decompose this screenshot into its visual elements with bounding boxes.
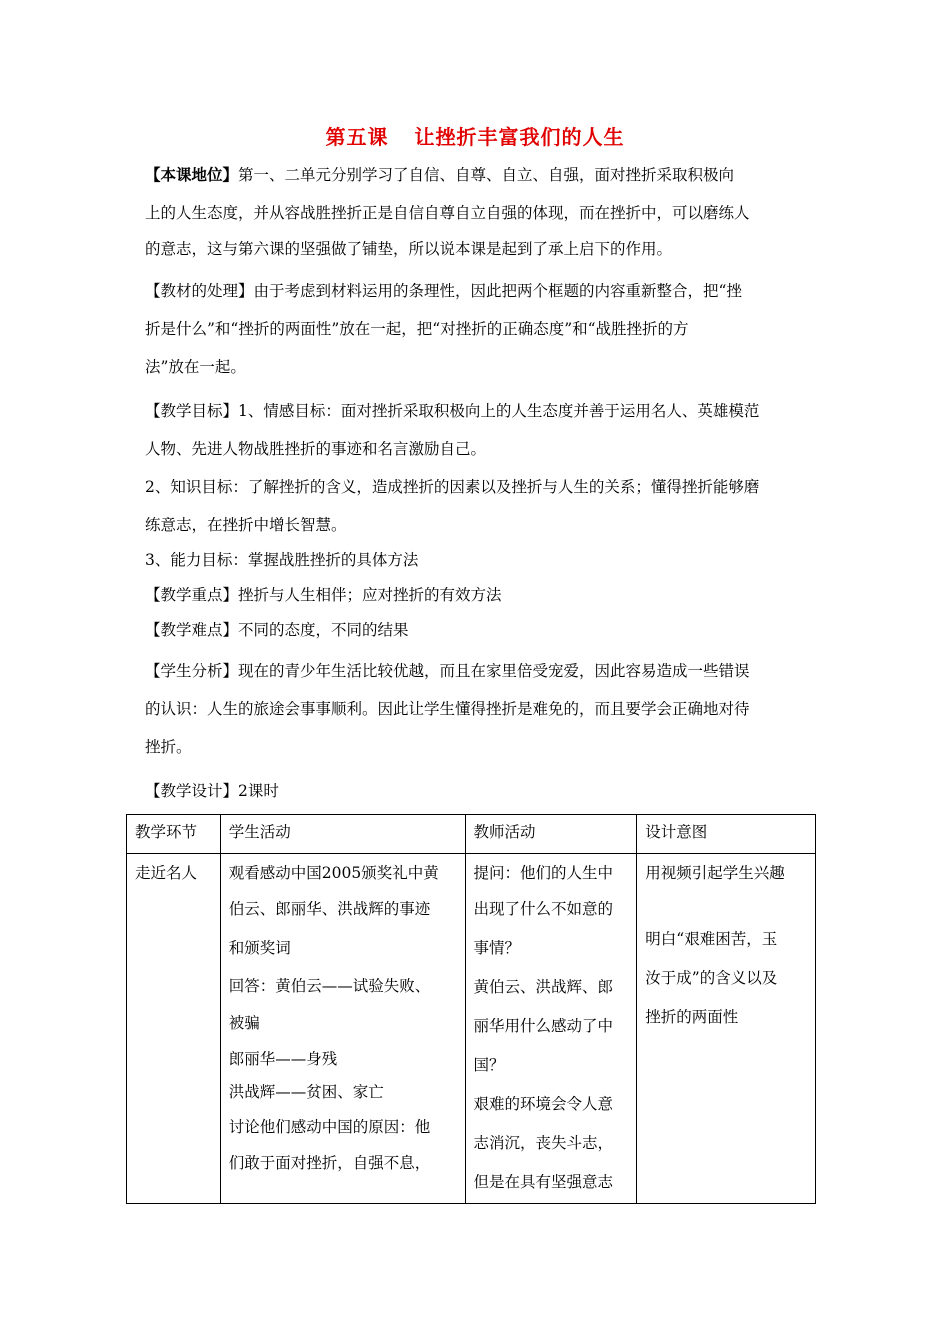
section-design-label xyxy=(145,773,813,809)
text-line: 人物、先进人物战胜挫折的事迹和名言激励自己。 xyxy=(145,440,487,458)
cell-line: 观看感动中国2005颁奖礼中黄 xyxy=(228,864,439,882)
table-header-cell: 教学环节 xyxy=(127,815,221,854)
text-line: 【教材的处理】由于考虑到材料运用的条理性，因此把两个框题的内容重新整合，把“挫 xyxy=(145,282,742,300)
section-label: 【本课地位】 xyxy=(145,165,239,184)
table-header-row xyxy=(127,815,816,854)
cell-line: 和颁奖词 xyxy=(228,939,291,957)
cell-line: 明白“艰难困苦，玉 xyxy=(645,930,778,948)
text-line: 练意志，在挫折中增长智慧。 xyxy=(145,516,347,534)
table-cell-stage: 走近名人 xyxy=(135,864,198,882)
title-lesson-name: 让挫折丰富我们的人生 xyxy=(414,125,625,149)
text-line: 【教学设计】2课时 xyxy=(145,782,279,800)
text-line: 上的人生态度，并从容战胜挫折正是自信自尊自立自强的体现，而在挫折中，可以磨练人 xyxy=(145,204,750,222)
text-line: 【教学难点】不同的态度，不同的结果 xyxy=(145,621,409,639)
table-header-cell: 设计意图 xyxy=(637,815,816,854)
text-line: 【学生分析】现在的青少年生活比较优越，而且在家里倍受宠爱，因此容易造成一些错误 xyxy=(145,662,750,680)
text-line: 【教学目标】1、情感目标：面对挫折采取积极向上的人生态度并善于运用名人、英雄模范 xyxy=(145,402,760,420)
text-line: 【教学重点】挫折与人生相伴；应对挫折的有效方法 xyxy=(145,586,502,604)
cell-line: 志消沉，丧失斗志， xyxy=(473,1134,614,1152)
text-line: 3、能力目标：掌握战胜挫折的具体方法 xyxy=(145,551,419,569)
cell-line: 丽华用什么感动了中 xyxy=(473,1017,614,1035)
cell-line: 但是在具有坚强意志 xyxy=(473,1173,614,1191)
cell-line: 汝于成”的含义以及 xyxy=(645,969,778,987)
table-cell-student xyxy=(229,856,457,1181)
text-line: 2、知识目标：了解挫折的含义，造成挫折的因素以及挫折与人生的关系；懂得挫折能够磨 xyxy=(145,478,760,496)
section-goals xyxy=(145,393,813,648)
text-line: 的认识：人生的旅途会事事顺利。因此让学生懂得挫折是难免的，而且要学会正确地对待 xyxy=(145,700,750,718)
cell-line: 回答：黄伯云——试验失败、 xyxy=(228,977,431,995)
section-students xyxy=(145,653,813,765)
cell-line: 伯云、郎丽华、洪战辉的事迹 xyxy=(228,900,431,918)
text-line: 第一、二单元分别学习了自信、自尊、自立、自强，面对挫折采取积极向 xyxy=(238,166,735,184)
cell-line: 们敢于面对挫折，自强不息， xyxy=(228,1154,431,1172)
table-header-cell: 教师活动 xyxy=(465,815,637,854)
cell-line: 事情？ xyxy=(473,939,521,957)
cell-line: 黄伯云、洪战辉、郎 xyxy=(473,978,614,996)
cell-line: 被骗 xyxy=(228,1014,260,1032)
cell-line: 郎丽华——身残 xyxy=(228,1050,338,1068)
section-material xyxy=(145,273,813,385)
table-row xyxy=(127,854,816,1204)
page-title xyxy=(0,121,950,150)
cell-line: 讨论他们感动中国的原因：他 xyxy=(228,1118,431,1136)
table-header-cell: 学生活动 xyxy=(220,815,465,854)
section-position xyxy=(145,157,813,267)
text-line: 折是什么”和“挫折的两面性”放在一起，把“对挫折的正确态度”和“战胜挫折的方 xyxy=(145,320,689,338)
text-line: 的意志，这与第六课的坚强做了铺垫，所以说本课是起到了承上启下的作用。 xyxy=(145,240,673,258)
text-line: 挫折。 xyxy=(145,738,192,756)
lesson-design-table xyxy=(126,814,816,1204)
text-line: 法”放在一起。 xyxy=(145,358,246,376)
table-cell-teacher xyxy=(474,856,629,1202)
title-lesson-number: 第五课 xyxy=(325,125,389,149)
cell-line: 用视频引起学生兴趣 xyxy=(645,864,785,882)
table-cell-intent xyxy=(645,856,807,1037)
cell-line: 洪战辉——贫困、家亡 xyxy=(228,1083,384,1101)
cell-line: 提问：他们的人生中 xyxy=(473,864,614,882)
cell-line: 国？ xyxy=(473,1056,505,1074)
cell-line: 挫折的两面性 xyxy=(645,1008,739,1026)
cell-line: 出现了什么不如意的 xyxy=(473,900,614,918)
cell-line: 艰难的环境会令人意 xyxy=(473,1095,614,1113)
